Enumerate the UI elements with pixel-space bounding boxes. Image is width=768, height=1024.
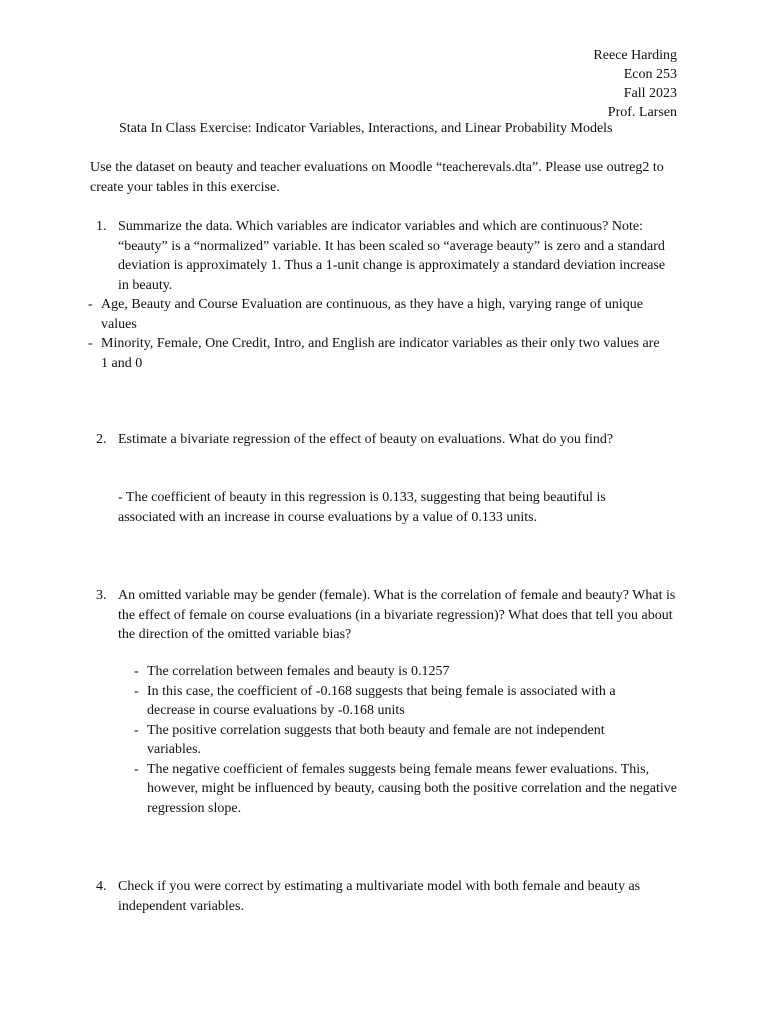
question-number: 3.	[96, 588, 107, 603]
dash-bullet: -	[88, 297, 93, 312]
answer-item	[88, 295, 688, 334]
answer-text: Age, Beauty and Course Evaluation are continuous, as they have a high, varying range of unique values	[101, 297, 643, 332]
question-number: 2.	[96, 432, 107, 447]
answer-text: In this case, the coefficient of -0.168 suggests that being female is associated with a decrease in course evaluations by -0.168 units	[147, 683, 616, 718]
answer-item	[88, 334, 688, 373]
answer-item	[134, 760, 694, 819]
professor: Prof. Larsen	[607, 105, 677, 120]
dash-bullet: -	[88, 336, 93, 351]
answer-text: The correlation between females and beauty is 0.1257	[147, 664, 450, 679]
question-text: Summarize the data. Which variables are indicator variables and which are continuous? Note: “beauty” is a “normalized” variable. It has been scaled so “average beauty” is zero and a standard deviation is approximately 1. Thus a 1-unit change is approximately a standard deviation increase in beauty.	[118, 219, 666, 293]
question-3	[90, 586, 690, 645]
term: Fall 2023	[623, 86, 677, 101]
dash-bullet: -	[134, 722, 139, 738]
question-text: Estimate a bivariate regression of the effect of beauty on evaluations. What do you find?	[118, 432, 614, 447]
question-4	[90, 877, 690, 916]
dash-bullet: -	[134, 683, 139, 699]
answer-item	[134, 682, 694, 721]
question-number: 1.	[96, 219, 107, 234]
answer-text: The negative coefficient of females suggests being female means fewer evaluations. This, however, might be influenced by beauty, causing both the positive correlation and the negative regression slope.	[147, 761, 677, 816]
question-1	[90, 217, 690, 295]
answer-text: The positive correlation suggests that both beauty and female are not independent variables.	[147, 722, 605, 757]
intro-paragraph: Use the dataset on beauty and teacher evaluations on Moodle “teacherevals.dta”. Please use outreg2 to create your tables in this exercise.	[90, 160, 664, 195]
answer-text: - The coefficient of beauty in this regression is 0.133, suggesting that being beautiful is associated with an increase in course evaluations by a value of 0.133 units.	[118, 490, 606, 525]
question-text: An omitted variable may be gender (female). What is the correlation of female and beauty? What is the effect of female on course evaluations (in a bivariate regression)? What does that tell you about the direction of the omitted variable bias?	[118, 588, 676, 642]
student-name: Reece Harding	[593, 48, 677, 63]
dash-bullet: -	[134, 664, 139, 679]
header-block	[593, 46, 677, 122]
question-2	[90, 430, 690, 450]
answer-list	[134, 662, 694, 818]
answer-item	[134, 721, 694, 760]
question-text: Check if you were correct by estimating a multivariate model with both female and beauty as independent variables.	[118, 879, 641, 914]
dash-bullet: -	[134, 761, 139, 777]
answer-item	[134, 662, 694, 682]
course-code: Econ 253	[623, 67, 677, 82]
question-number: 4.	[96, 879, 107, 894]
exercise-title: Stata In Class Exercise: Indicator Variables, Interactions, and Linear Probability Models	[119, 121, 613, 136]
answer-text: Minority, Female, One Credit, Intro, and English are indicator variables as their only two values are 1 and 0	[101, 336, 660, 371]
